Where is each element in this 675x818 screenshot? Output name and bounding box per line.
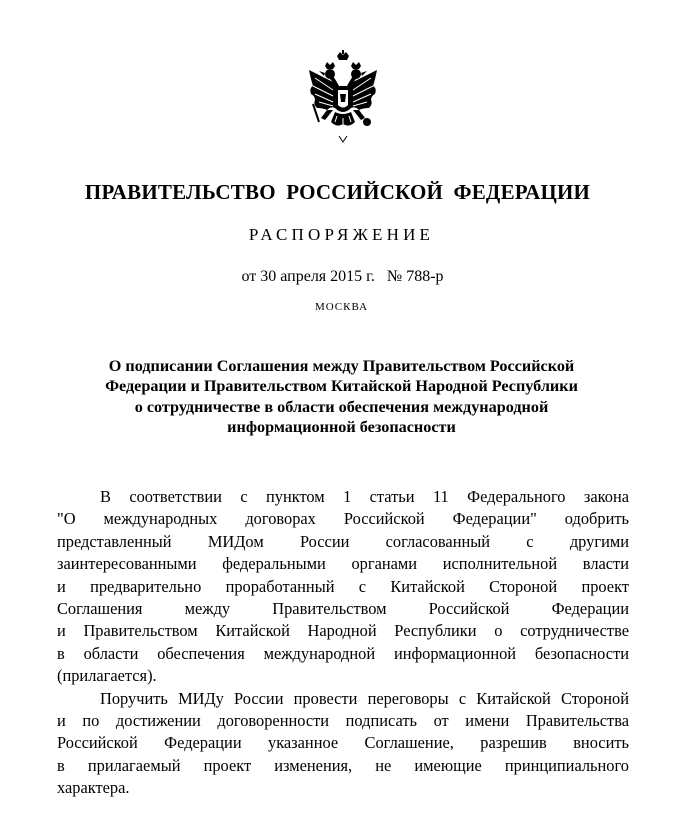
date-and-number: от 30 апреля 2015 г. № 788-р bbox=[241, 268, 444, 285]
text-line: и по достижении договоренности подписать от имени Правительства bbox=[57, 710, 629, 730]
text-line: в области обеспечения международной информационной безопасности bbox=[57, 643, 629, 663]
text-line: и Правительством Китайской Народной Республики о сотрудничестве bbox=[57, 621, 629, 641]
russian-coat-of-arms-icon bbox=[303, 50, 383, 146]
text-line: характера. bbox=[57, 778, 130, 798]
text-line: представленный МИДом России согласованный с другими bbox=[57, 531, 629, 551]
government-title: ПРАВИТЕЛЬСТВО РОССИЙСКОЙ ФЕДЕРАЦИИ bbox=[84, 180, 591, 204]
text-line: в прилагаемый проект изменения, не имеющие принципиального bbox=[57, 755, 629, 775]
paragraph-instruct bbox=[57, 688, 629, 800]
paragraph-approve bbox=[57, 486, 629, 688]
document-body bbox=[57, 486, 629, 799]
text-line: Соглашения между Правительством Российской Федерации bbox=[57, 598, 629, 618]
text-line: "О международных договорах Российской Федерации" одобрить bbox=[57, 509, 629, 529]
subject-line: О подписании Соглашения между Правительством Российской bbox=[108, 357, 575, 375]
city: МОСКВА bbox=[314, 301, 369, 313]
subject-line: информационной безопасности bbox=[227, 417, 456, 436]
text-line: (прилагается). bbox=[57, 666, 157, 686]
subject-line: о сотрудничестве в области обеспечения международной bbox=[134, 397, 549, 416]
text-line: В соответствии с пунктом 1 статьи 11 Федерального закона bbox=[100, 487, 629, 506]
text-line: Российской Федерации указанное Соглашение, разрешив вносить bbox=[57, 733, 629, 753]
text-line: и предварительно проработанный с Китайской Стороной проект bbox=[57, 576, 629, 596]
text-line: Поручить МИДу России провести переговоры с Китайской Стороной bbox=[100, 688, 629, 708]
document-type: РАСПОРЯЖЕНИЕ bbox=[248, 225, 435, 244]
subject-line: Федерации и Правительством Китайской Народной Республики bbox=[105, 377, 578, 396]
text-line: заинтересованными федеральными органами исполнительной власти bbox=[57, 554, 629, 574]
document-subject bbox=[0, 356, 675, 437]
